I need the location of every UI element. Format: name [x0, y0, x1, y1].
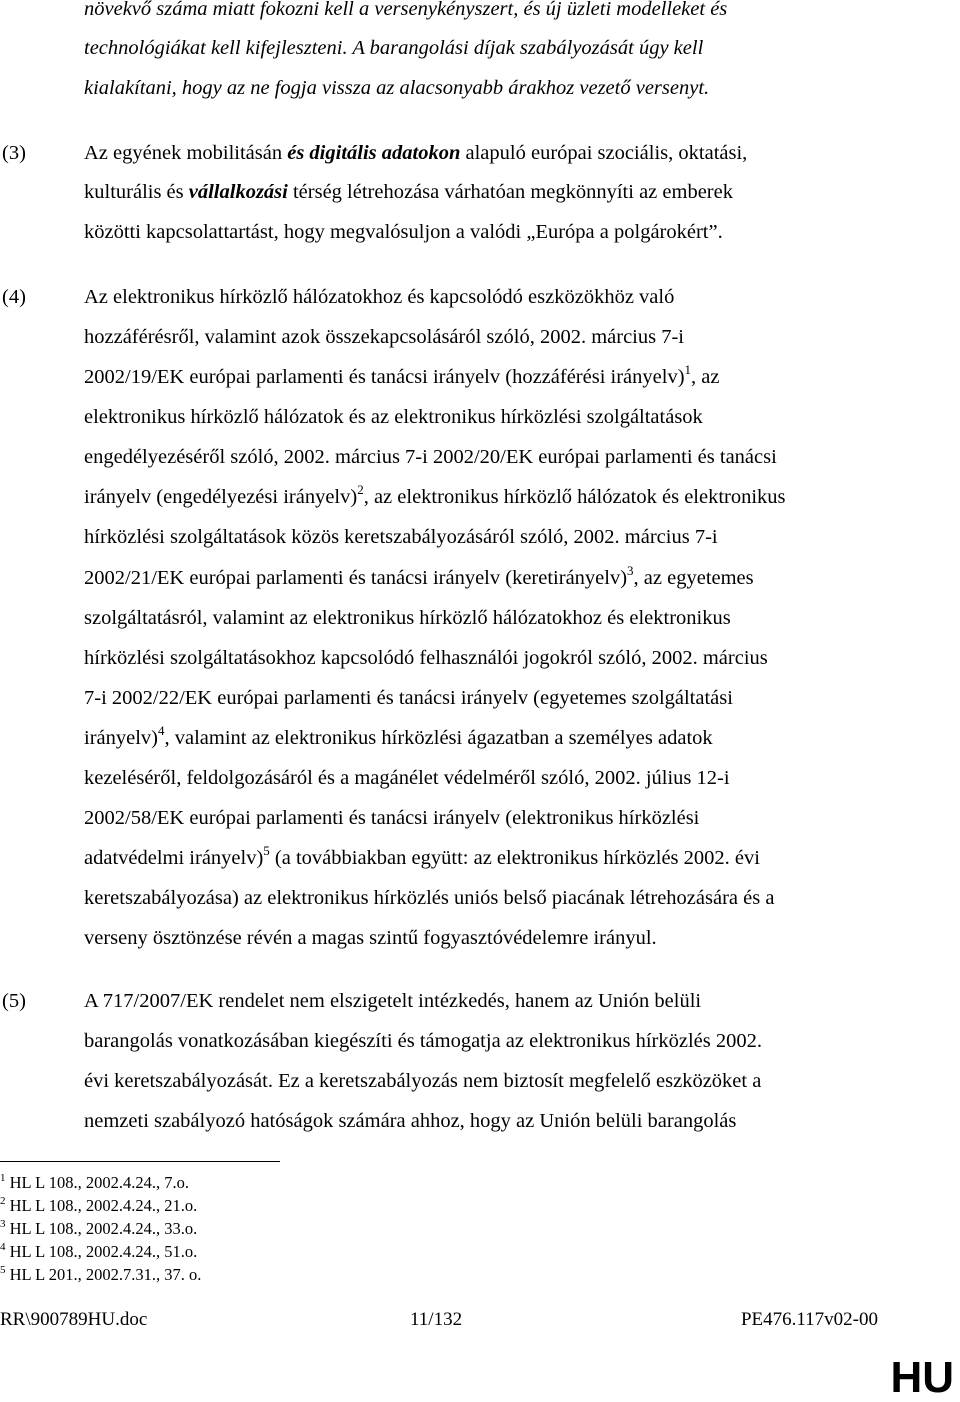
paragraph-4-line-10: hírközlési szolgáltatásokhoz kapcsolódó felhasználói jogokról szóló, 2002. március — [84, 647, 768, 669]
footnote-ref-5[interactable]: 5 — [263, 843, 270, 858]
paragraph-4-line-13: kezeléséről, feldolgozásáról és a magánélet védelméről szóló, 2002. július 12-i — [84, 767, 730, 789]
paragraph-4-line-3: 2002/19/EK európai parlamenti és tanácsi irányelv (hozzáférési irányelv)$^1$, az — [84, 362, 720, 388]
emphasis-digital-data: és digitális adatokon — [287, 142, 461, 164]
footnote-divider — [0, 1161, 280, 1162]
paragraph-4-line-6: irányelv (engedélyezési irányelv)$^2$, az elektronikus hírközlő hálózatok és elektronikus — [84, 482, 786, 508]
paragraph-4-line-2: hozzáférésről, valamint azok összekapcsolásáról szóló, 2002. március 7-i — [84, 326, 684, 348]
language-code: HU — [890, 1353, 954, 1402]
paragraph-4-line-9: szolgáltatásról, valamint az elektronikus hírközlő hálózatokhoz és elektronikus — [84, 607, 731, 629]
emphasis-business: vállalkozási — [188, 181, 288, 203]
paragraph-4-line-16: keretszabályozása) az elektronikus hírközlés uniós belső piacának létrehozására és a — [84, 887, 775, 909]
footnote-ref-1[interactable]: 1 — [684, 362, 692, 377]
paragraph-4-line-14: 2002/58/EK európai parlamenti és tanácsi irányelv (elektronikus hírközlési — [84, 807, 700, 829]
paragraph-4-number: (4) — [2, 286, 26, 308]
paragraph-4-line-7: hírközlési szolgáltatások közös keretszabályozásáról szóló, 2002. március 7-i — [84, 526, 718, 548]
footnote-2: $^2$ HL L 108., 2002.4.24., 21.o. — [0, 1195, 198, 1215]
paragraph-5-line-3: évi keretszabályozását. Ez a keretszabályozás nem biztosít megfelelő eszközöket a — [84, 1070, 762, 1092]
footnote-ref-4[interactable]: 4 — [158, 723, 165, 738]
footnote-5: $^5$ HL L 201., 2002.7.31., 37. o. — [0, 1264, 202, 1284]
footnote-4: $^4$ HL L 108., 2002.4.24., 51.o. — [0, 1241, 198, 1261]
paragraph-4-line-12: irányelv)$^4$, valamint az elektronikus hírközlési ágazatban a személyes adatok — [84, 723, 713, 749]
footer-page-number: 11/132 — [410, 1309, 463, 1330]
paragraph-5-line-2: barangolás vonatkozásában kiegészíti és támogatja az elektronikus hírközlés 2002. — [84, 1030, 762, 1052]
paragraph-3-line-1: Az egyének mobilitásán és digitális adatokon alapuló európai szociális, oktatási, — [84, 142, 748, 164]
paragraph-3-number: (3) — [2, 142, 26, 164]
paragraph-4-line-5: engedélyezéséről szóló, 2002. március 7-i 2002/20/EK európai parlamenti és tanácsi — [84, 446, 777, 468]
footer-doc-name: RR\900789HU.doc — [0, 1309, 148, 1330]
paragraph-5-line-4: nemzeti szabályozó hatóságok számára ahhoz, hogy az Unión belüli barangolás — [84, 1110, 737, 1132]
paragraph-4-line-17: verseny ösztönzése révén a magas szintű fogyasztóvédelemre irányul. — [84, 927, 657, 949]
paragraph-3-line-2: kulturális és vállalkozási térség létrehozása várhatóan megkönnyíti az emberek — [84, 181, 733, 203]
footnote-1: $^1$ HL L 108., 2002.4.24., 7.o. — [0, 1172, 189, 1192]
paragraph-5-line-1: A 717/2007/EK rendelet nem elszigetelt intézkedés, hanem az Unión belüli — [84, 990, 702, 1012]
paragraph-4-line-11: 7-i 2002/22/EK európai parlamenti és tanácsi irányelv (egyetemes szolgáltatási — [84, 687, 733, 709]
intro-line-2: technológiákat kell kifejleszteni. A barangolási díjak szabályozását úgy kell — [84, 37, 704, 59]
footer-reference: PE476.117v02-00 — [740, 1309, 878, 1330]
paragraph-4-line-1: Az elektronikus hírközlő hálózatokhoz és kapcsolódó eszközökhöz való — [84, 286, 675, 308]
intro-line-1: növekvő száma miatt fokozni kell a versenykényszert, és új üzleti modelleket és — [84, 0, 728, 20]
paragraph-5-number: (5) — [2, 990, 26, 1012]
footnote-ref-3[interactable]: 3 — [627, 563, 634, 578]
intro-line-3: kialakítani, hogy az ne fogja vissza az alacsonyabb árakhoz vezető versenyt. — [84, 77, 710, 99]
footnote-3: $^3$ HL L 108., 2002.4.24., 33.o. — [0, 1218, 198, 1238]
paragraph-3-line-3: közötti kapcsolattartást, hogy megvalósuljon a valódi „Európa a polgárokért”. — [84, 221, 723, 243]
footnote-ref-2[interactable]: 2 — [357, 482, 364, 497]
paragraph-4-line-15: adatvédelmi irányelv)$^5$ (a továbbiakban együtt: az elektronikus hírközlés 2002. évi — [84, 843, 760, 869]
paragraph-4-line-8: 2002/21/EK európai parlamenti és tanácsi irányelv (keretirányelv)$^3$, az egyetemes — [84, 563, 754, 589]
paragraph-4-line-4: elektronikus hírközlő hálózatok és az elektronikus hírközlési szolgáltatások — [84, 406, 703, 428]
